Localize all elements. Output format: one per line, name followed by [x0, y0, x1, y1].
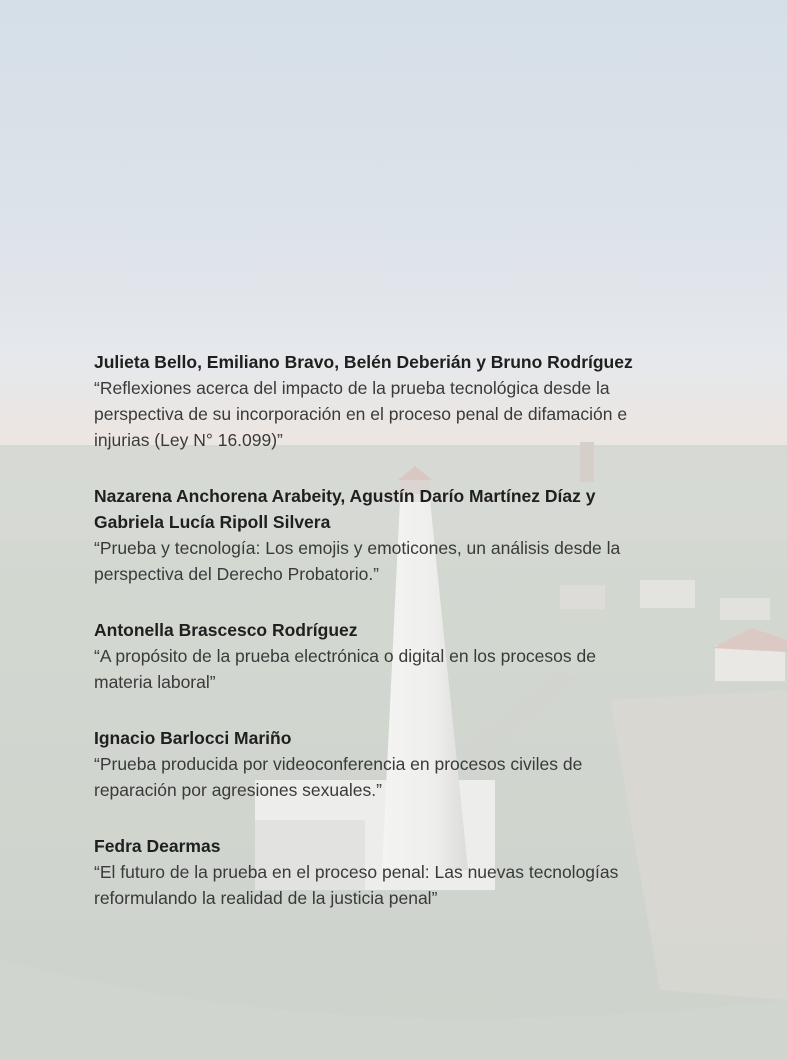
- entry-author: Ignacio Barlocci Mariño: [94, 728, 292, 748]
- entry-author: Nazarena Anchorena Arabeity, Agustín Darío Martínez Díaz y: [94, 486, 596, 506]
- publication-entry: [94, 483, 734, 587]
- entry-author: Antonella Brascesco Rodríguez: [94, 620, 358, 640]
- entry-title-line: “A propósito de la prueba electrónica o digital en los procesos de: [94, 646, 596, 666]
- entry-author: Fedra Dearmas: [94, 836, 221, 856]
- entry-title-line: “Reflexiones acerca del impacto de la prueba tecnológica desde la: [94, 378, 610, 398]
- entry-title-line: reparación por agresiones sexuales.”: [94, 780, 382, 800]
- publication-entry: [94, 349, 734, 453]
- entry-title-line: materia laboral”: [94, 672, 216, 692]
- entry-title-line: “Prueba producida por videoconferencia en procesos civiles de: [94, 754, 583, 774]
- publication-entry: [94, 725, 734, 803]
- entry-title-line: reformulando la realidad de la justicia penal”: [94, 888, 438, 908]
- entry-title-line: “Prueba y tecnología: Los emojis y emoticones, un análisis desde la: [94, 538, 621, 558]
- entry-title-line: perspectiva del Derecho Probatorio.”: [94, 564, 380, 584]
- entry-title-line: “El futuro de la prueba en el proceso penal: Las nuevas tecnologías: [94, 862, 619, 882]
- publication-list: [94, 349, 734, 941]
- publication-entry: [94, 617, 734, 695]
- publication-entry: [94, 833, 734, 911]
- entry-author: Julieta Bello, Emiliano Bravo, Belén Deberián y Bruno Rodríguez: [94, 352, 633, 372]
- entry-author: Gabriela Lucía Ripoll Silvera: [94, 512, 331, 532]
- entry-title-line: perspectiva de su incorporación en el proceso penal de difamación e: [94, 404, 628, 424]
- entry-title-line: injurias (Ley N° 16.099)”: [94, 430, 283, 450]
